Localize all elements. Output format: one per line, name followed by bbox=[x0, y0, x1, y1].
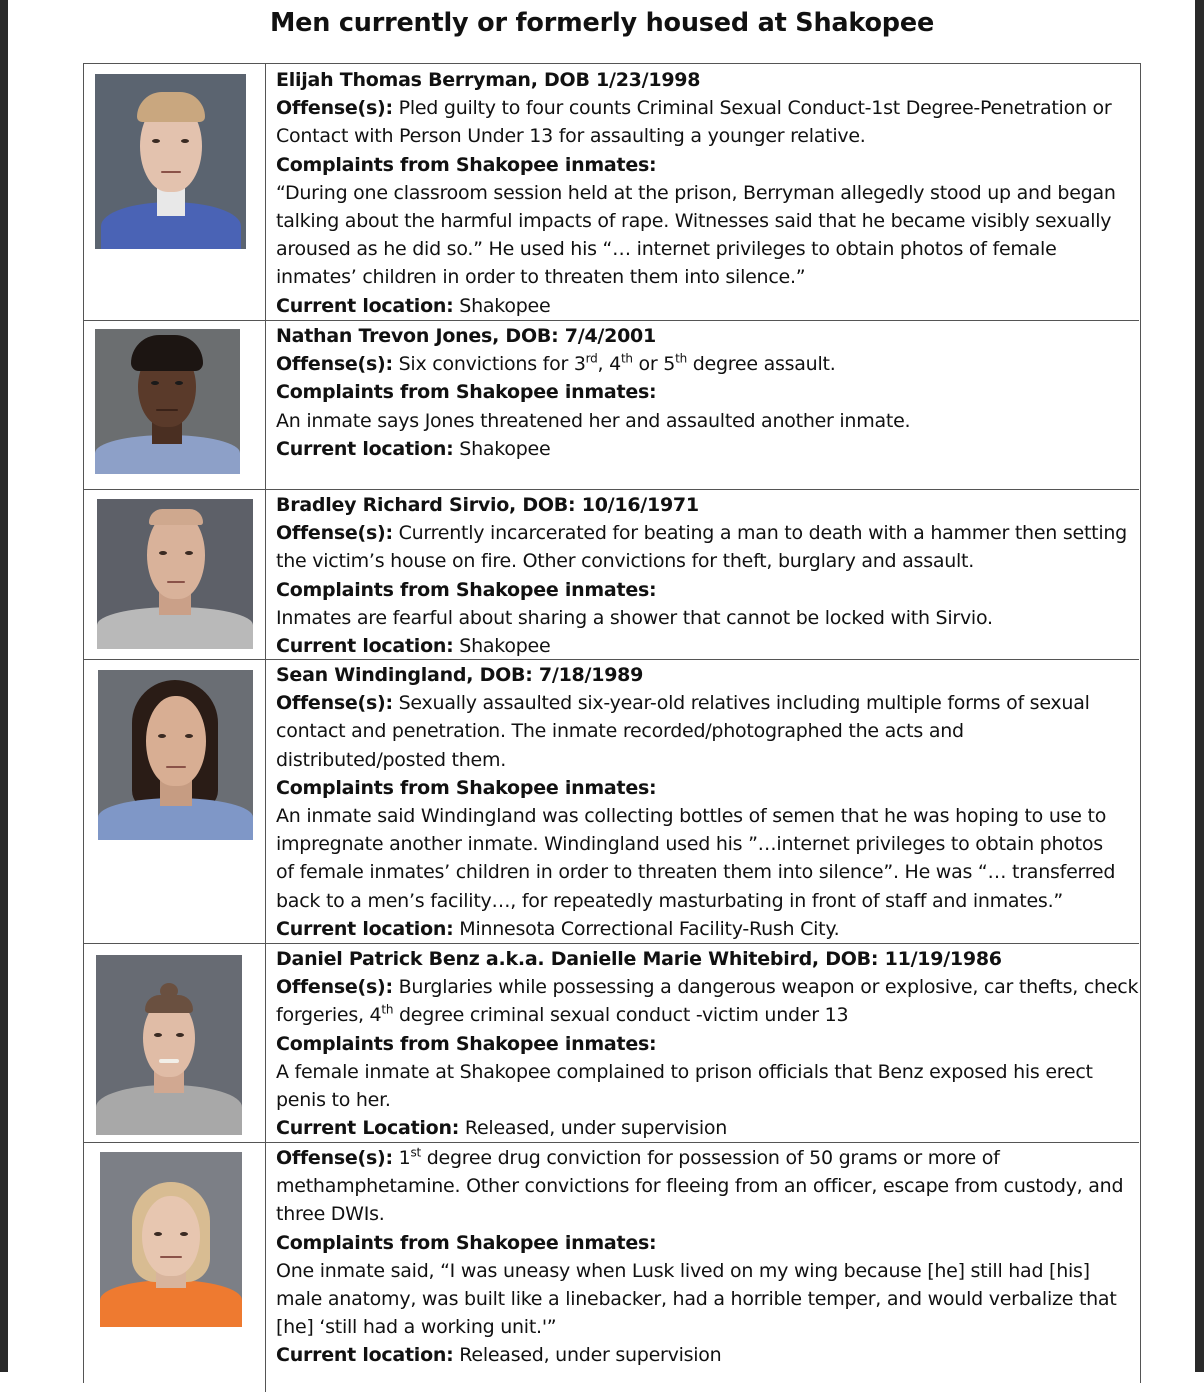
table-row bbox=[84, 1142, 1139, 1392]
offense-text: distributed/posted them. bbox=[276, 748, 507, 771]
complaint-text: An inmate says Jones threatened her and assaulted another inmate. bbox=[276, 409, 911, 432]
offense-text: or 5 bbox=[632, 353, 676, 376]
complaints-label: Complaints from Shakopee inmates: bbox=[276, 578, 657, 601]
mugshot-photo bbox=[95, 329, 240, 474]
photo-cell bbox=[84, 64, 266, 320]
page-title: Men currently or formerly housed at Shakopee bbox=[269, 8, 935, 38]
complaint-text: aroused as he did so.” He used his “… internet privileges to obtain photos of female bbox=[276, 238, 1057, 261]
table-row bbox=[84, 64, 1139, 321]
ordinal-suffix: th bbox=[620, 351, 633, 366]
complaints-label: Complaints from Shakopee inmates: bbox=[276, 776, 657, 799]
offense-text: 1 bbox=[398, 1147, 411, 1169]
location-value: Released, under supervision bbox=[459, 1344, 722, 1367]
offense-text: Six convictions for 3 bbox=[398, 353, 586, 376]
entry-text bbox=[276, 1144, 1131, 1370]
offense-text: methamphetamine. Other convictions for fleeing from an officer, escape from custody, and bbox=[276, 1175, 1124, 1198]
offense-text: contact and penetration. The inmate recorded/photographed the acts and bbox=[276, 720, 964, 743]
entry-text bbox=[276, 945, 1139, 1142]
offense-text: the victim’s house on fire. Other convictions for theft, burglary and assault. bbox=[276, 550, 975, 573]
ordinal-suffix: th bbox=[381, 1003, 394, 1018]
offense-label: Offense(s): bbox=[276, 522, 393, 545]
photo-cell bbox=[84, 943, 266, 1142]
offense-label: Offense(s): bbox=[276, 976, 393, 999]
mugshot-photo bbox=[100, 1152, 242, 1327]
offense-label: Offense(s): bbox=[276, 1147, 393, 1169]
location-value: Shakopee bbox=[459, 437, 551, 460]
location-value: Shakopee bbox=[459, 294, 551, 317]
offense-text: Pled guilty to four counts Criminal Sexual Conduct-1st Degree-Penetration or bbox=[398, 97, 1112, 120]
ordinal-suffix: rd bbox=[585, 351, 598, 366]
mugshot-photo bbox=[98, 670, 253, 840]
offense-text: degree assault. bbox=[686, 353, 836, 376]
offense-label: Offense(s): bbox=[276, 97, 393, 120]
complaints-label: Complaints from Shakopee inmates: bbox=[276, 1032, 657, 1055]
location-value: Shakopee bbox=[459, 635, 551, 658]
entry-name: Elijah Thomas Berryman, DOB 1/23/1998 bbox=[276, 69, 701, 91]
complaint-text: male anatomy, was built like a linebacker, had a horrible temper, and would verbalize that bbox=[276, 1288, 1117, 1311]
offense-text: Contact with Person Under 13 for assaulting a younger relative. bbox=[276, 125, 866, 148]
location-value: Released, under supervision bbox=[464, 1117, 728, 1140]
entry-text bbox=[276, 491, 1131, 660]
offense-text: three DWIs. bbox=[276, 1203, 385, 1226]
offense-text: forgeries, 4 bbox=[276, 1004, 382, 1027]
complaint-text: impregnate another inmate. Windingland used his ”…internet privileges to obtain photos bbox=[276, 833, 1103, 856]
table-row bbox=[84, 320, 1139, 490]
complaints-label: Complaints from Shakopee inmates: bbox=[276, 381, 657, 404]
offense-text: Currently incarcerated for beating a man to death with a hammer then setting bbox=[398, 522, 1127, 545]
complaint-text: back to a men’s facility…, for repeatedly masturbating in front of staff and inmates.” bbox=[276, 889, 1063, 912]
location-label: Current location: bbox=[276, 294, 454, 317]
inmate-table bbox=[83, 63, 1141, 1383]
complaints-label: Complaints from Shakopee inmates: bbox=[276, 1231, 657, 1254]
table-row bbox=[84, 489, 1139, 660]
ordinal-suffix: th bbox=[675, 351, 687, 366]
location-label: Current Location: bbox=[276, 1117, 460, 1140]
location-label: Current location: bbox=[276, 437, 454, 460]
complaint-text: inmates’ children in order to threaten them into silence.” bbox=[276, 266, 806, 289]
offense-text: degree criminal sexual conduct -victim under 13 bbox=[393, 1004, 849, 1027]
entry-name: Bradley Richard Sirvio, DOB: 10/16/1971 bbox=[276, 494, 699, 516]
complaint-text: of female inmates’ children in order to threaten them into silence”. He was “… transferred bbox=[276, 861, 1116, 884]
offense-text: Burglaries while possessing a dangerous weapon or explosive, car thefts, check bbox=[398, 976, 1139, 999]
entry-text bbox=[276, 66, 1131, 320]
complaint-text: talking about the harmful impacts of rape. Witnesses said that he became visibly sexually bbox=[276, 210, 1112, 233]
offense-label: Offense(s): bbox=[276, 353, 393, 376]
complaint-text: One inmate said, “I was uneasy when Lusk lived on my wing because [he] still had [his] bbox=[276, 1259, 1090, 1282]
complaint-text: [he] ‘still had a working unit.'” bbox=[276, 1316, 557, 1339]
complaint-text: An inmate said Windingland was collecting bottles of semen that he was hoping to use to bbox=[276, 805, 1107, 828]
mugshot-photo bbox=[97, 499, 253, 649]
complaint-text: “During one classroom session held at the prison, Berryman allegedly stood up and began bbox=[276, 181, 1116, 204]
left-window-edge bbox=[0, 0, 8, 1372]
entry-text bbox=[276, 322, 1131, 463]
table-row bbox=[84, 659, 1139, 944]
photo-cell bbox=[84, 1142, 266, 1392]
offense-text: , 4 bbox=[597, 353, 621, 376]
photo-cell bbox=[84, 659, 266, 943]
complaint-text: penis to her. bbox=[276, 1089, 391, 1112]
location-label: Current location: bbox=[276, 917, 454, 940]
entry-text bbox=[276, 661, 1131, 943]
complaint-text: Inmates are fearful about sharing a shower that cannot be locked with Sirvio. bbox=[276, 606, 993, 629]
offense-label: Offense(s): bbox=[276, 692, 393, 715]
offense-text: degree drug conviction for possession of 50 grams or more of bbox=[420, 1147, 1000, 1169]
ordinal-suffix: st bbox=[410, 1145, 421, 1160]
location-label: Current location: bbox=[276, 635, 454, 658]
photo-cell bbox=[84, 489, 266, 659]
complaint-text: A female inmate at Shakopee complained to prison officials that Benz exposed his erect bbox=[276, 1060, 1093, 1083]
location-label: Current location: bbox=[276, 1344, 454, 1367]
table-row bbox=[84, 943, 1139, 1143]
entry-name: Nathan Trevon Jones, DOB: 7/4/2001 bbox=[276, 325, 656, 347]
offense-text: Sexually assaulted six-year-old relatives including multiple forms of sexual bbox=[398, 692, 1090, 715]
right-window-edge bbox=[1195, 0, 1204, 1372]
entry-name: Sean Windingland, DOB: 7/18/1989 bbox=[276, 664, 644, 686]
entry-name: Daniel Patrick Benz a.k.a. Danielle Marie Whitebird, DOB: 11/19/1986 bbox=[276, 948, 1002, 970]
location-value: Minnesota Correctional Facility-Rush City. bbox=[459, 917, 840, 940]
mugshot-photo bbox=[96, 955, 242, 1135]
complaints-label: Complaints from Shakopee inmates: bbox=[276, 153, 657, 176]
photo-cell bbox=[84, 320, 266, 489]
mugshot-photo bbox=[95, 74, 246, 249]
